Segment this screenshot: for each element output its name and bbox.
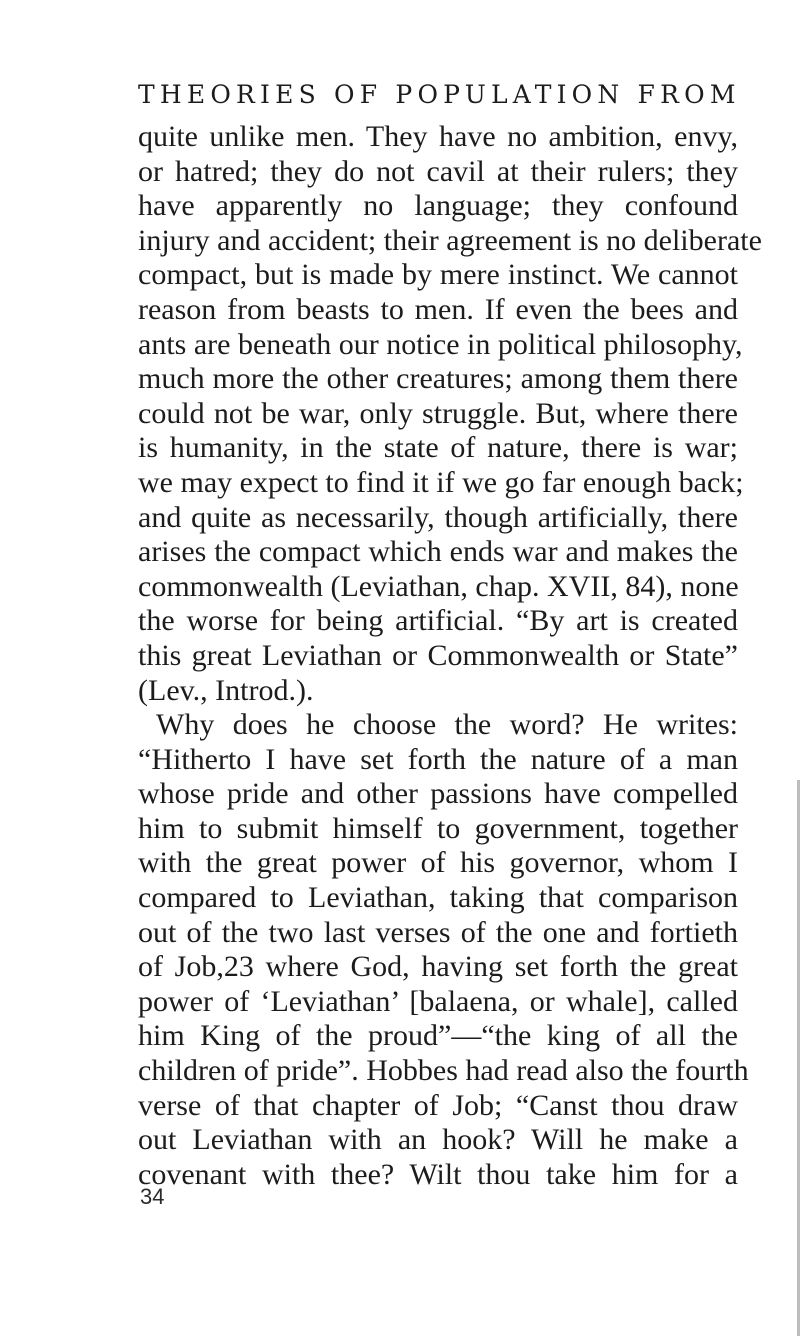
text-line: quite unlike men. They have no ambition, envy, [138,120,738,153]
text-line: and quite as necessarily, though artificially, there [138,500,738,534]
text-line: reason from beasts to men. If even the bees and [138,292,738,326]
text-line: much more the other creatures; among them there [138,362,738,396]
text-line: Why does he choose the word? He writes: [156,708,738,742]
text-line: him King of the proud”—“the king of all the [138,1019,738,1053]
text-line: have apparently no language; they confound [138,189,738,223]
text-line: is humanity, in the state of nature, there is war; [138,431,738,465]
text-line: of Job,23 where God, having set forth the great [138,950,738,984]
text-line: out Leviathan with an hook? Will he make a [138,1123,738,1157]
page-number: 34 [140,1184,165,1209]
text-line: him to submit himself to government, together [138,811,738,845]
text-line: could not be war, only struggle. But, where there [138,396,738,430]
text-line: “Hitherto I have set forth the nature of a man [138,742,738,776]
text-line: children of pride”. Hobbes had read also the fourth [138,1054,749,1088]
text-line: the worse for being artificial. “By art is created [138,604,738,638]
text-line: compared to Leviathan, taking that comparison [138,881,738,915]
text-line: or hatred; they do not cavil at their rulers; they [138,154,738,188]
text-line: commonwealth (Leviathan, chap. XVII, 84), none [138,569,739,603]
text-line: verse of that chapter of Job; “Canst thou draw [138,1088,738,1122]
text-line: this great Leviathan or Commonwealth or State” [138,638,738,672]
text-line: whose pride and other passions have compelled [138,777,738,811]
text-line: injury and accident; their agreement is no deliberate [138,223,762,257]
text-line: power of ‘Leviathan’ [balaena, or whale], called [138,984,738,1018]
text-line: (Lev., Introd.). [138,673,314,707]
body-text [138,120,762,1192]
text-line: compact, but is made by mere instinct. We cannot [138,258,738,292]
text-line: we may expect to find it if we go far enough back; [138,465,744,499]
text-line: with the great power of his governor, whom I [138,846,738,880]
text-line: covenant with thee? Wilt thou take him for a [138,1157,738,1191]
text-line: ants are beneath our notice in political philosophy, [138,327,743,361]
text-line: arises the compact which ends war and makes the [138,535,738,569]
running-head: THEORIES OF POPULATION FROM [138,80,741,109]
text-line: out of the two last verses of the one and fortieth [138,915,738,949]
